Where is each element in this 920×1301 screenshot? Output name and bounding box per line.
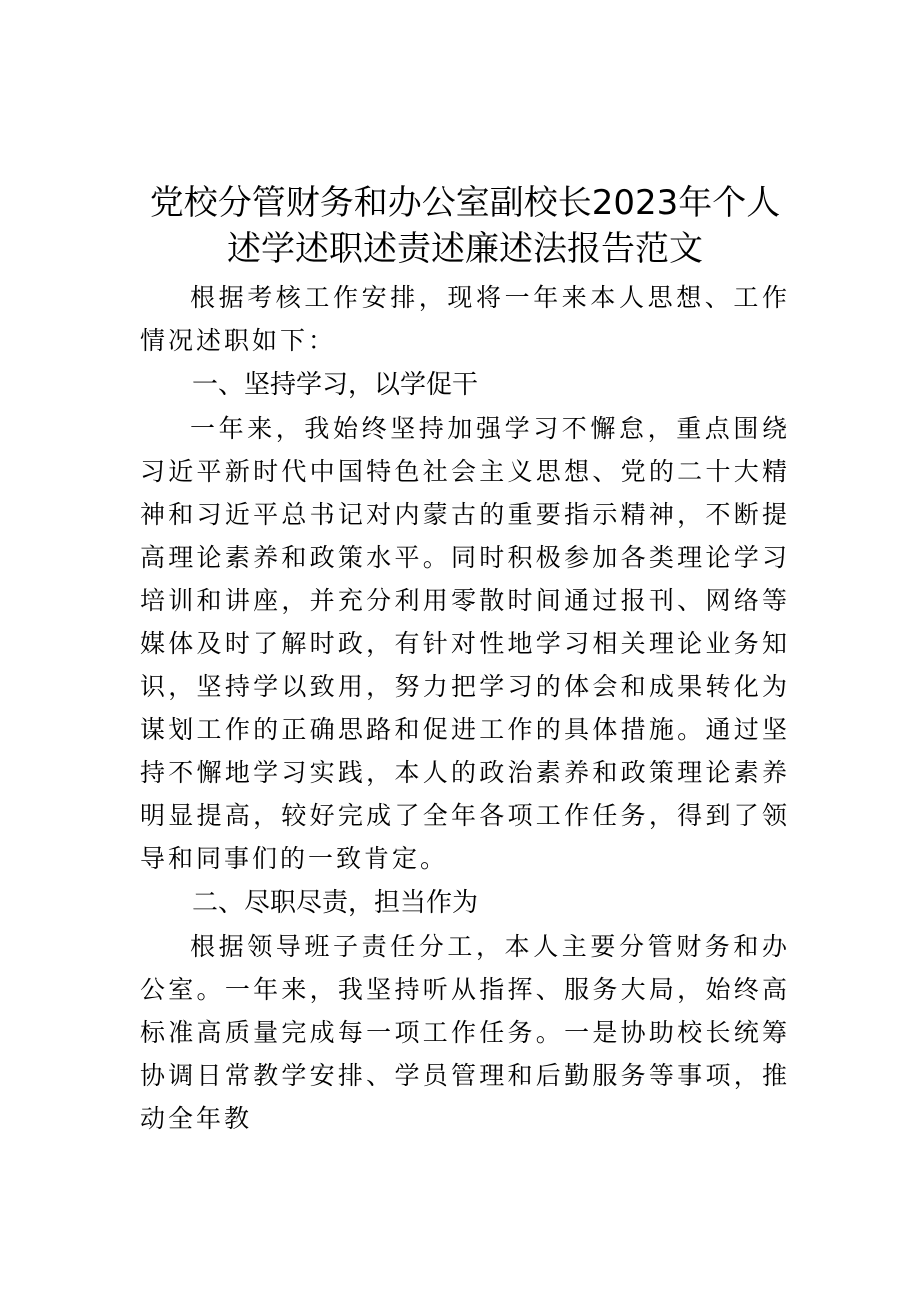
document-title — [140, 180, 790, 272]
section-1-heading: 一、坚持学习，以学促干 — [192, 370, 479, 400]
section-2-paragraph: 根据领导班子责任分工，本人主要分管财务和办公室。一年来，我坚持听从指挥、服务大局，始终高标准高质量完成每一项工作任务。一是协助校长统筹协调日常教学安排、学员管理和后勤服务等事项，推动全年教 — [140, 932, 790, 1133]
document-content — [140, 180, 790, 1140]
title-line-2: 述学述职述责述廉述法报告范文 — [227, 229, 703, 269]
section-1-paragraph: 一年来，我始终坚持加强学习不懈怠，重点围绕习近平新时代中国特色社会主义思想、党的二十大精神和习近平总书记对内蒙古的重要指示精神，不断提高理论素养和政策水平。同时积极参加各类理论学习培训和讲座，并充分利用零散时间通过报刊、网络等媒体及时了解时政，有针对性地学习相关理论业务知识，坚持学以致用，努力把学习的体会和成果转化为谋划工作的正确思路和促进工作的具体措施。通过坚持不懈地学习实践，本人的政治素养和政策理论素养明显提高，较好完成了全年各项工作任务，得到了领导和同事们的一致肯定。 — [140, 414, 790, 873]
title-line-1: 党校分管财务和办公室副校长2023年个人 — [149, 183, 781, 223]
section-2-heading: 二、尽职尽责，担当作为 — [192, 888, 479, 918]
intro-paragraph: 根据考核工作安排，现将一年来本人思想、工作情况述职如下： — [140, 283, 790, 355]
